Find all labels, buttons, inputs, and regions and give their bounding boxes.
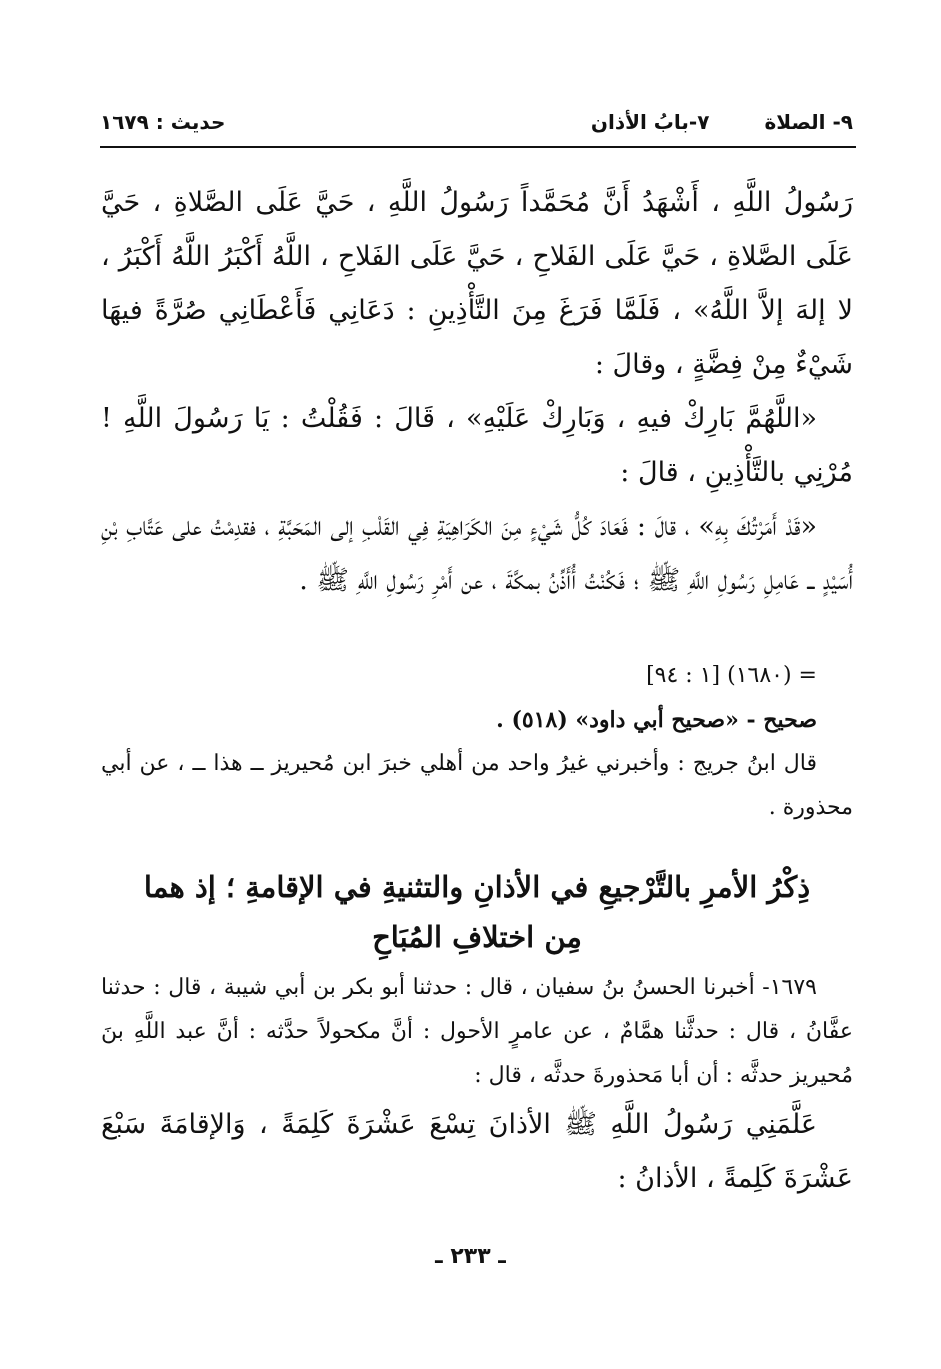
grading-line: صحيح - «صحيح أبي داود» (٥١٨) .	[496, 707, 817, 733]
chapter-heading-line-2: مِن اختلافِ المُبَاحِ	[372, 920, 582, 954]
header-hadith-ref: حديث : ١٦٧٩	[100, 110, 226, 134]
chain-note: قال ابنُ جريج : وأخبرني غيرُ واحد من أهلي خبرَ ابن مُحيريز ــ هذا ــ ، عن أبي محذورة .	[101, 751, 853, 820]
chapter-heading	[101, 862, 853, 962]
hadith-isnad: ١٦٧٩- أخبرنا الحسنُ بنُ سفيان ، قال : حدثنا أبو بكر بن أبي شيبة ، قال : حدثنا عفَّانُ ، قال : حدثَّنا همَّامٌ ، عن عامرٍ الأحول : أنَّ مكحولاً حدَّثه : أنَّ عبد اللَّهِ بنَ مُحيريز حدثَّه : أن أبا مَحذورةَ حدثَّه ، قال :	[101, 975, 853, 1088]
header-section: ٧-بابُ الأذان	[590, 110, 710, 134]
cross-reference-line: = (١٦٨٠) [١ : ٩٤]	[646, 663, 817, 688]
notes-block	[101, 654, 853, 830]
paragraph-command: «قَدْ أَمَرْتُكَ بِهِ» ، قالَ : فَعَادَ كُلُّ شَيْءٍ مِنَ الكَرَاهِيَةِ فِي القَلْبِ إلى المَحَبَّةِ ، فقدِمْتُ على عَتَّابِ بْنِ أُسَيْدٍ ــ عَامِلِ رَسُولِ اللَّهِ ﷺ ؛ فَكُنْتُ أُأَذِّنُ بمكَّةَ ، عن أَمْرِ رَسُولِ اللَّهِ ﷺ .	[101, 511, 853, 596]
hadith-matn: عَلَّمَنِي رَسُولُ اللَّهِ ﷺ الأذانَ تِسْعَ عَشْرَةَ كَلِمَةً ، وَالإقامَةَ سَبْعَ عَشْرَةَ كَلِمةً ، الأذانُ :	[101, 1109, 853, 1194]
chapter-heading-line-1: ذِكْرُ الأمرِ بالتَّرْجيعِ في الأذانِ والتثنيةِ في الإقامةِ ؛ إذ هما	[143, 870, 811, 904]
header-rule	[100, 146, 856, 148]
page-number: ـ ٢٣٣ ـ	[435, 1244, 506, 1269]
hadith-1679-block	[101, 966, 853, 1206]
header-chapter-section	[591, 110, 853, 134]
text-block-continuation	[101, 176, 853, 608]
running-header	[100, 104, 853, 144]
paragraph-adhan-end: رَسُولُ اللَّهِ ، أَشْهَدُ أَنَّ مُحَمَّداً رَسُولُ اللَّهِ ، حَيَّ عَلَى الصَّلاةِ ، حَيَّ عَلَى الصَّلاةِ ، حَيَّ عَلَى الفَلاحِ ، حَيَّ عَلَى الفَلاحِ ، اللَّهُ أَكْبَرُ اللَّهُ أَكْبَرُ ، لا إلهَ إلاَّ اللَّهُ» ، فَلَمَّا فَرَغَ مِنَ التَّأْذِينِ : دَعَانِي فَأَعْطَانِي صُرَّةً فيهَا شَيْءٌ مِنْ فِضَّةٍ ، وقالَ :	[101, 187, 853, 380]
paragraph-dua: «اللَّهُمَّ بَارِكْ فيهِ ، وَبَارِكْ عَلَيْهِ» ، قَالَ : فَقُلْتُ : يَا رَسُولَ اللَّهِ ! مُرْنِي بالتَّأْذِينِ ، قالَ :	[101, 403, 853, 488]
header-chapter: ٩- الصلاة	[764, 110, 853, 134]
